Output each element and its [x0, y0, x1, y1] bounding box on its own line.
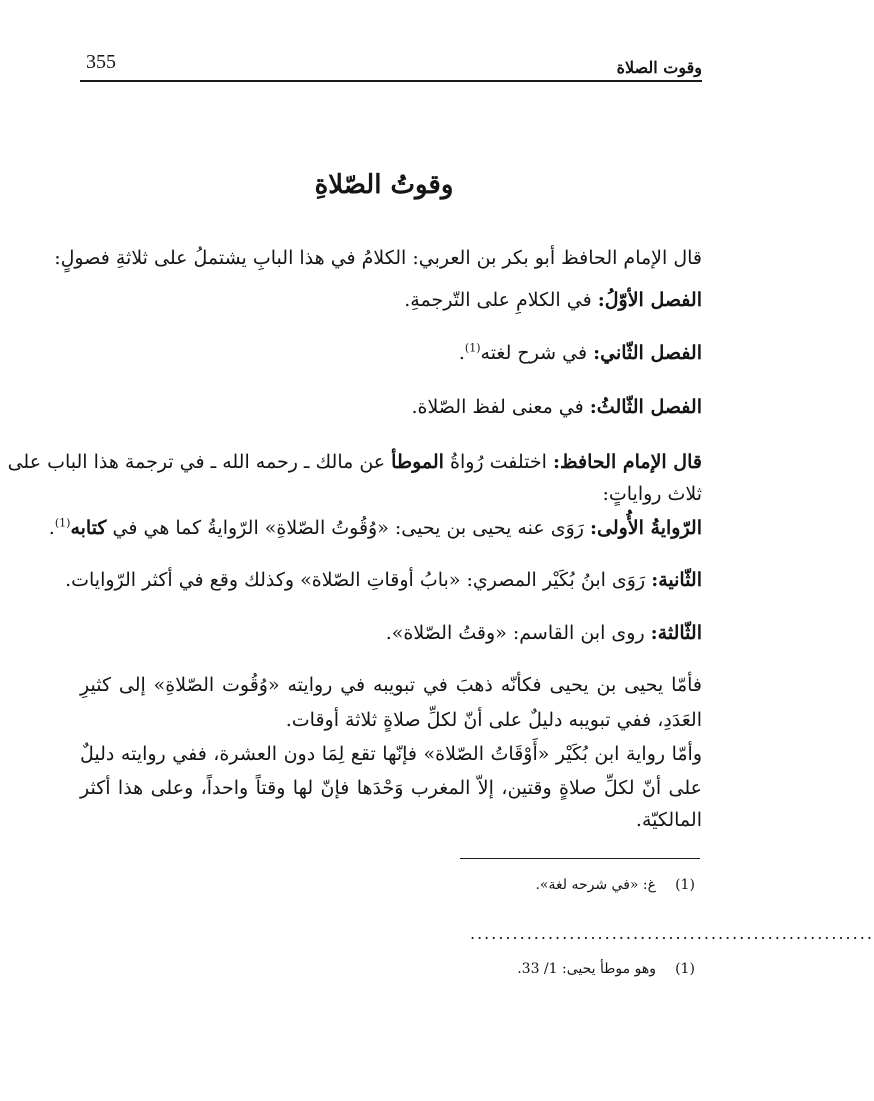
footnote-two-number: (1) [675, 961, 695, 977]
section-three-text: في معنى لفظ الصّلاة. [411, 396, 590, 418]
footnote-two [517, 958, 702, 980]
running-header-title: وقوت الصلاة [616, 58, 702, 77]
footnote-one [535, 874, 702, 896]
section-three-line [411, 393, 702, 421]
kitab-label: كتابه [70, 517, 107, 539]
section-two-text: في شرح لغته [480, 342, 594, 364]
footnote-two-text: وهو موطأ يحيى: 1/ 33. [517, 961, 656, 977]
intro-text: قال الإمام الحافظ أبو بكر بن العربي: الكلامُ في هذا البابِ يشتملُ على ثلاثةِ فصولٍ: [54, 247, 702, 269]
hafiz-line-two-text: ثلاث رواياتٍ: [602, 483, 702, 505]
dotted-separator: ......................................................... [470, 924, 874, 943]
paragraph-two-line-three: المالكيّة. [635, 809, 702, 831]
hafiz-label: قال الإمام الحافظ: [552, 451, 702, 473]
section-two-end: . [458, 342, 465, 364]
riwaya-three-label: الثّالثة: [650, 622, 702, 644]
section-one-text: في الكلامِ على التّرجمةِ. [404, 289, 598, 311]
header-rule [80, 80, 702, 82]
riwaya-two-text: رَوَى ابنُ بُكَيْر المصري: «بابُ أوقاتِ الصّلاة» وكذلك وقع في أكثر الرّوايات. [65, 569, 652, 591]
paragraph-one-line-one: فأمّا يحيى بن يحيى فكأنّه ذهبَ في تبويبه في روايته «وُقُوت الصّلاةِ» إلى كثيرِ [80, 674, 702, 696]
muwatta-label: الموطأ [391, 451, 444, 473]
section-two-line [459, 339, 702, 367]
riwaya-one-end: . [48, 517, 55, 539]
intro-line [54, 244, 702, 272]
paragraph-two-line-two: على أنّ لكلِّ صلاةٍ وقتين، إلاّ المغرب وَحْدَها فإنّ لها وقتاً واحداً، وعلى هذا أكثر [80, 777, 702, 799]
riwaya-one-label: الرّوايةُ الأُولى: [589, 517, 702, 539]
riwaya-three-line [386, 619, 702, 647]
footnote-ref-one: (1) [464, 341, 481, 355]
paragraph-one-line-two: العَدَدِ، ففي تبويبه دليلٌ على أنّ لكلِّ صلاةٍ ثلاثة أوقات. [285, 709, 702, 731]
riwaya-two-line [65, 566, 702, 594]
section-three-label: الفصل الثّالثُ: [589, 396, 702, 418]
hafiz-text-after: عن مالك ـ رحمه الله ـ في ترجمة هذا الباب على [7, 451, 392, 473]
footnote-rule [460, 858, 700, 859]
footnote-one-text: غ: «في شرحه لغة». [535, 877, 656, 893]
riwaya-two-label: الثّانية: [651, 569, 702, 591]
riwaya-one-text: رَوَى عنه يحيى بن يحيى: «وُقُوتُ الصّلاةِ» الرّوايةُ كما هي في [106, 517, 590, 539]
hafiz-line-two [602, 480, 702, 508]
hafiz-line [7, 448, 702, 476]
section-one-line [404, 286, 702, 314]
paragraph-two-line-one: وأمّا رواية ابن بُكَيْر «أَوْقَاتُ الصّلاة» فإنّها تقع لِمَا دون العشرة، ففي روايته دليلٌ [80, 743, 702, 765]
section-one-label: الفصل الأوّلُ: [597, 289, 702, 311]
riwaya-one-line [49, 514, 702, 542]
riwaya-three-text: روى ابن القاسم: «وقتُ الصّلاة». [385, 622, 651, 644]
chapter-title: وقوتُ الصّلاةِ [314, 170, 454, 200]
page-number: 355 [86, 51, 116, 73]
footnote-ref-two: (1) [54, 516, 71, 530]
hafiz-text-before: اختلفت رُواةُ [443, 451, 553, 473]
footnote-one-number: (1) [675, 877, 695, 893]
section-two-label: الفصل الثّاني: [593, 342, 702, 364]
